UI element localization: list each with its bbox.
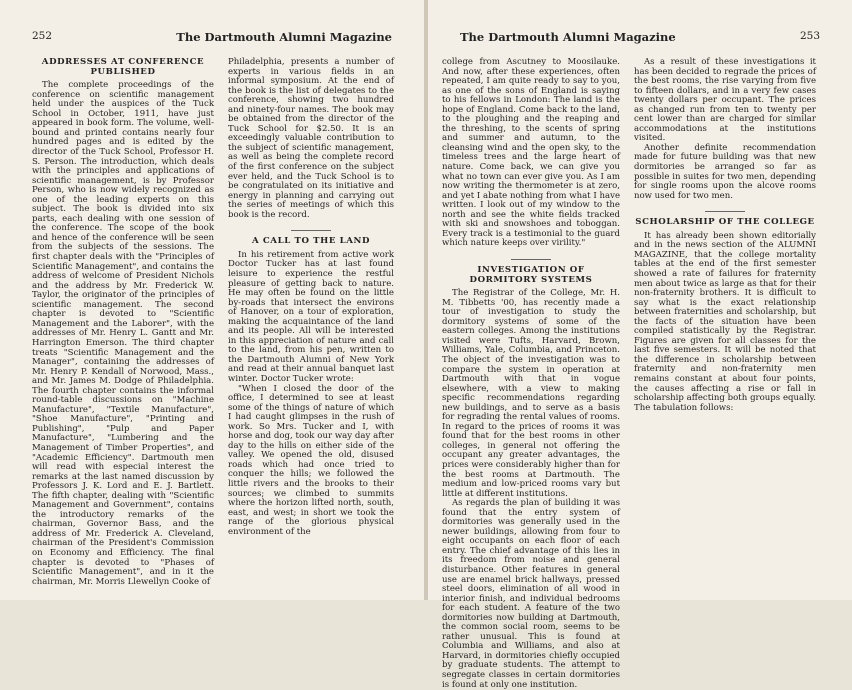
running-title: The Dartmouth Alumni Magazine — [176, 30, 392, 44]
article-heading: SCHOLARSHIP OF THE COLLEGE — [635, 217, 815, 228]
left-column-2 — [228, 58, 394, 588]
right-page — [428, 0, 852, 690]
running-head — [32, 30, 392, 44]
article-quote: "When I closed the door of the office, I determined to see at least some of the things of nature of which I had caught glimpses in the rush of work. So Mrs. Tucker and I, with horse and dog, took our way day after day to the hills on either side of the valley. We opened the old, disused roads which had once tried to conquer the hills; we followed the little rivers and the brooks to their sources; we climbed to summits where the horizon lifted north, south, east, and west; in short we took the range of the glorious physical environment of the — [228, 383, 394, 537]
article-paragraph: The complete proceedings of the conference on scientific management held under the auspices of the Tuck School in October, 1911, have just appeared in book form. The volume, well-bound and printed contains nearly four hundred pages and is edited by the director of the Tuck School, Professor H. S. Person. The introduction, which deals with the principles and applications of scientific management, is by Professor Person, who is now widely recognized as one of the leading experts on this subject. The book is divided into six parts, each dealing with one session of the conference. The scope of the book and hence of the conference will be seen from the subjects of the sessions. The first chapter deals with the "Principles of Scientific Management", and contains the address of welcome of President Nichols and the address by Mr. Frederick W. Taylor, the originator of the principles of scientific management. The second chapter is devoted to "Scientific Management and the Laborer", with the addresses of Mr. Henry L. Gantt and Mr. Harrington Emerson. The third chapter treats "Scientific Management and the Manager", containing the addresses of Mr. Henry P. Kendall of Norwood, Mass., and Mr. James M. Dodge of Philadelphia. The fourth chapter contains the informal round-table discussions on "Machine Manufacture", "Textile Manufacture", "Shoe Manufacture", "Printing and Publishing", "Pulp and Paper Manufacture", "Lumbering and the Management of Timber Properties", and "Academic Efficiency". Dartmouth men will read with especial interest the remarks at the last named discussion by Professors J. K. Lord and E. J. Bartlett. The fifth chapter, dealing with "Scientific Management and Government", contains the introductory remarks of the chairman, Governor Bass, and the address of Mr. Frederick A. Cleveland, chairman of the President's Commission on Economy and Efficiency. The final chapter is devoted to "Phases of Scientific Management", and in it the chairman, Mr. Morris Llewellyn Cooke of — [32, 80, 214, 587]
left-column-1 — [32, 58, 214, 588]
section-rule — [291, 230, 331, 231]
article-heading: INVESTIGATION OF DORMITORY SYSTEMS — [469, 264, 593, 285]
article-paragraph-overflow: Philadelphia, presents a number of experts in various fields in an informal symposium. At the end of the book is the list of delegates to the conference, showing two hundred and ninety-four names. The book may be obtained from the director of the Tuck School for $2.50. It is an exceedingly valuable contribution to the subject of scientific management, as well as being the complete record of the first conference on the subject ever held, and the Tuck School is to be congratulated on its initiative and energy in planning and carrying out the series of meetings of which this book is the record. — [228, 57, 394, 220]
article-heading: ADDRESSES AT CONFERENCE PUBLISHED — [41, 57, 205, 77]
page-number: 252 — [32, 30, 53, 42]
quote-continuation: college from Ascutney to Moosilauke. And now, after these experiences, often repeated, I am quite ready to say to you, as one of the sons of England is saying to his fellows in London: The land is the hope of England. Come back to the land, to the ploughing and the reaping and the threshing, to the scents of spring and summer and autumn, to the cleansing wind and the open sky, to the timeless trees and the large heart of nature. Come back, we can give you what no town can ever give you. As I am now writing the thermometer is at zero, and yet I abate nothing from what I have written. I look out of my window to the north and see the white fields tracked with ski and snowshoes and toboggan. Every track is a testimonial to the guard which nature keeps over virility." — [442, 57, 620, 249]
right-column-2 — [634, 58, 816, 588]
left-page — [0, 0, 424, 600]
section-rule — [705, 211, 745, 212]
section-rule — [511, 259, 551, 260]
article-heading: A CALL TO THE LAND — [252, 236, 370, 247]
article-paragraph: Another definite recommendation made for future building was that new dormitories be arranged so far as possible in suites for two men, depending for single rooms upon the alcove rooms now used for two men. — [634, 142, 816, 201]
article-paragraph: The Registrar of the College, Mr. H. M. Tibbetts '00, has recently made a tour of investigation to study the dormitory systems of some of the eastern colleges. Among the institutions visited were Tufts, Harvard, Brown, Williams, Yale, Columbia, and Princeton. The object of the investigation was to compare the system in operation at Dartmouth with that in vogue elsewhere, with a view to making specific recommendations regarding new buildings, and to serve as a basis for regrading the rental values of rooms. In regard to the prices of rooms it was found that for the best rooms in other colleges, in general not offering the occupant any greater advantages, the prices were considerably higher than for the best rooms at Dartmouth. The medium and low-priced rooms vary but little at different institutions. — [442, 288, 620, 499]
page-number: 253 — [799, 30, 820, 42]
right-column-1 — [442, 57, 620, 690]
article-paragraph: As regards the plan of building it was found that the entry system of dormitories was generally used in the newer buildings, allowing from four to eight occupants on each floor of each entry. The chief advantage of this lies in its freedom from noise and general disturbance. Other features in general use are enamel brick hallways, pressed steel doors, elimination of all wood in interior finish, and individual bedrooms for each student. A feature of the two dormitories now building at Dartmouth, the common social room, seems to be rather unusual. This is found at Columbia and Williams, and also at Harvard, in dormitories chiefly occupied by graduate students. The attempt to segregate classes in certain dormitories is found at only one institution. — [442, 498, 620, 690]
article-paragraph: It has already been shown editorially and in the news section of the ALUMNI MAGAZINE, that the college mortality tables at the end of the first semester showed a rate of failures for fraternity men about twice as large as that for their non-fraternity brothers. It is difficult to say what is the exact relationship between fraternities and scholarship, but the facts of the situation have been compiled statistically by the Registrar. Figures are given for all classes for the last five semesters. It will be noted that the difference in scholarship between fraternity and non-fraternity men remains constant at about four points, the causes affecting a rise or fall in scholarship affecting both groups equally. The tabulation follows: — [634, 230, 816, 413]
article-paragraph: As a result of these investigations it has been decided to regrade the prices of the best rooms, the rise varying from five to fifteen dollars, and in a very few cases twenty dollars per occupant. The prices as changed run from ten to twenty per cent lower than are charged for similar accommodations at the institutions visited. — [634, 57, 816, 144]
running-title: The Dartmouth Alumni Magazine — [460, 30, 676, 44]
article-paragraph: In his retirement from active work Doctor Tucker has at last found leisure to experience the restful pleasure of getting back to nature. He may often be found on the little by-roads that intersect the environs of Hanover, on a tour of exploration, making the acquaintance of the land and its people. All will be interested in this appreciation of nature and call to the land, from his pen, written to the Dartmouth Alumni of New York and read at their annual banquet last winter. Doctor Tucker wrote: — [228, 249, 394, 384]
running-head — [460, 30, 820, 44]
